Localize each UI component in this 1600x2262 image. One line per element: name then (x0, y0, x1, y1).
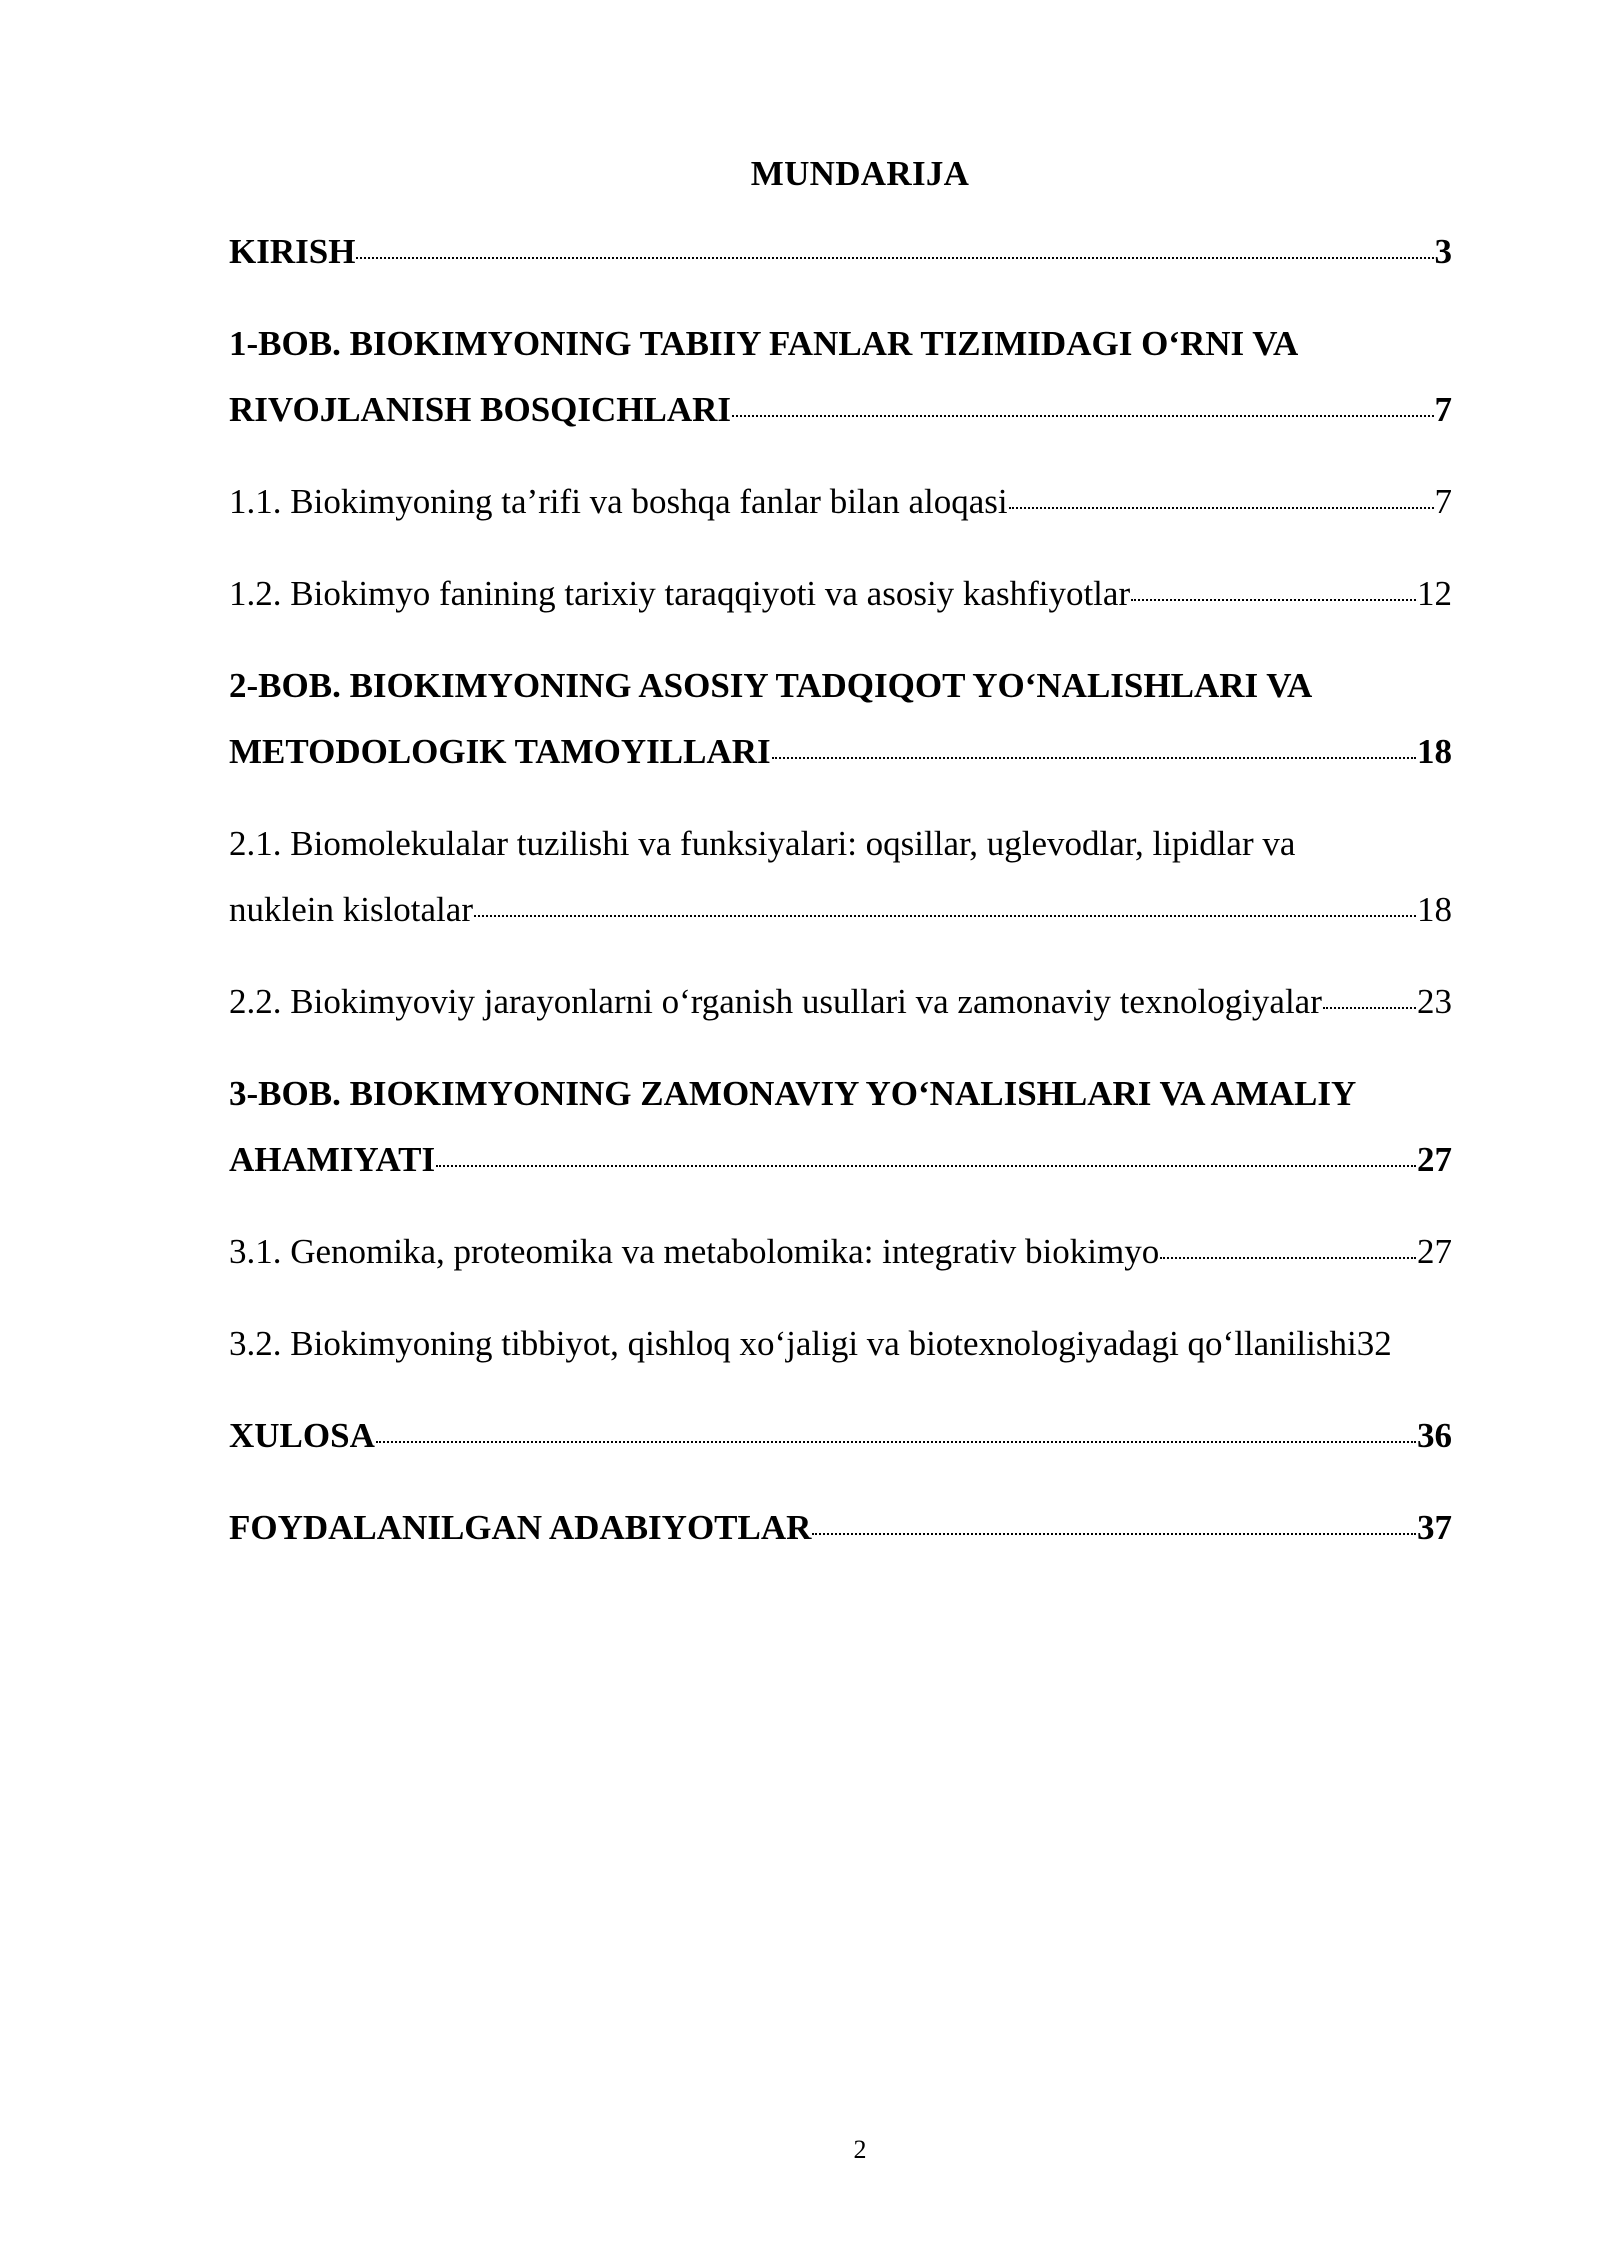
dot-leader (772, 756, 1416, 759)
dot-leader (474, 914, 1416, 917)
toc-entry-text-line-1: 1-BOB. BIOKIMYONING TABIIY FANLAR TIZIMIDAGI O‘RNI VA (229, 324, 1299, 363)
toc-entry-page: 12 (1417, 574, 1452, 613)
toc-entry-section-2-2[interactable] (229, 969, 1452, 1035)
toc-entry-kirish[interactable] (229, 219, 1452, 285)
dot-leader (732, 414, 1433, 417)
toc-entry-text: AHAMIYATI (229, 1140, 436, 1179)
toc-entry-section-3-2[interactable] (229, 1311, 1491, 1377)
toc-entry-text: 2.2. Biokimyoviy jarayonlarni o‘rganish usullari va zamonaviy texnologiyalar (229, 982, 1322, 1021)
toc-entry-page: 18 (1417, 732, 1452, 771)
toc-entry-text: RIVOJLANISH BOSQICHLARI (229, 390, 732, 429)
toc-entry-page: 3 (1434, 232, 1452, 271)
toc-entry-page: 18 (1417, 890, 1452, 929)
toc-entry-section-2-1[interactable] (229, 811, 1452, 943)
toc-entry-page: 7 (1434, 390, 1452, 429)
dot-leader (812, 1532, 1416, 1535)
toc-entry-section-1-2[interactable] (229, 561, 1452, 627)
toc-entry-text-line-1: 2-BOB. BIOKIMYONING ASOSIY TADQIQOT YO‘NALISHLARI VA (229, 666, 1313, 705)
toc-entry-text: 1.1. Biokimyoning ta’rifi va boshqa fanlar bilan aloqasi (229, 482, 1008, 521)
toc-entry-xulosa[interactable] (229, 1403, 1452, 1469)
dot-leader (1323, 1006, 1416, 1009)
toc-entry-page: 37 (1417, 1508, 1452, 1547)
toc-entry-chapter-2[interactable] (229, 653, 1452, 785)
toc-entry-section-1-1[interactable] (229, 469, 1452, 535)
toc-entry-page: 27 (1417, 1140, 1452, 1179)
toc-entry-text: METODOLOGIK TAMOYILLARI (229, 732, 771, 771)
toc-entry-page: 32 (1356, 1324, 1392, 1363)
toc-entry-text: FOYDALANILGAN ADABIYOTLAR (229, 1508, 812, 1547)
toc-entry-page: 27 (1417, 1232, 1452, 1271)
toc-entry-section-3-1[interactable] (229, 1219, 1452, 1285)
dot-leader (356, 256, 1433, 259)
toc-title: MUNDARIJA (750, 154, 970, 193)
dot-leader (436, 1164, 1416, 1167)
toc-entry-text: XULOSA (229, 1416, 375, 1455)
toc-entry-text-line-1: 3-BOB. BIOKIMYONING ZAMONAVIY YO‘NALISHLARI VA AMALIY (229, 1074, 1357, 1113)
dot-leader (376, 1440, 1416, 1443)
dot-leader (1009, 506, 1434, 509)
toc-entry-text: 3.1. Genomika, proteomika va metabolomika: integrativ biokimyo (229, 1232, 1160, 1271)
toc-entry-text: nuklein kislotalar (229, 890, 473, 929)
toc-entry-page: 36 (1417, 1416, 1452, 1455)
toc-entry-text: 1.2. Biokimyo fanining tarixiy taraqqiyoti va asosiy kashfiyotlar (229, 574, 1131, 613)
dot-leader (1131, 598, 1416, 601)
toc-entry-page: 23 (1417, 982, 1452, 1021)
toc-entry-chapter-3[interactable] (229, 1061, 1452, 1193)
toc-entry-references[interactable] (229, 1495, 1452, 1561)
page-number: 2 (853, 2135, 867, 2164)
toc-entry-text-line-1: 2.1. Biomolekulalar tuzilishi va funksiyalari: oqsillar, uglevodlar, lipidlar va (229, 824, 1296, 863)
toc-entry-page: 7 (1434, 482, 1452, 521)
toc-entry-text: 3.2. Biokimyoning tibbiyot, qishloq xo‘jaligi va biotexnologiyadagi qo‘llanilishi (229, 1324, 1357, 1363)
dot-leader (1160, 1256, 1416, 1259)
toc-entry-chapter-1[interactable] (229, 311, 1452, 443)
toc-entry-text: KIRISH (229, 232, 356, 271)
